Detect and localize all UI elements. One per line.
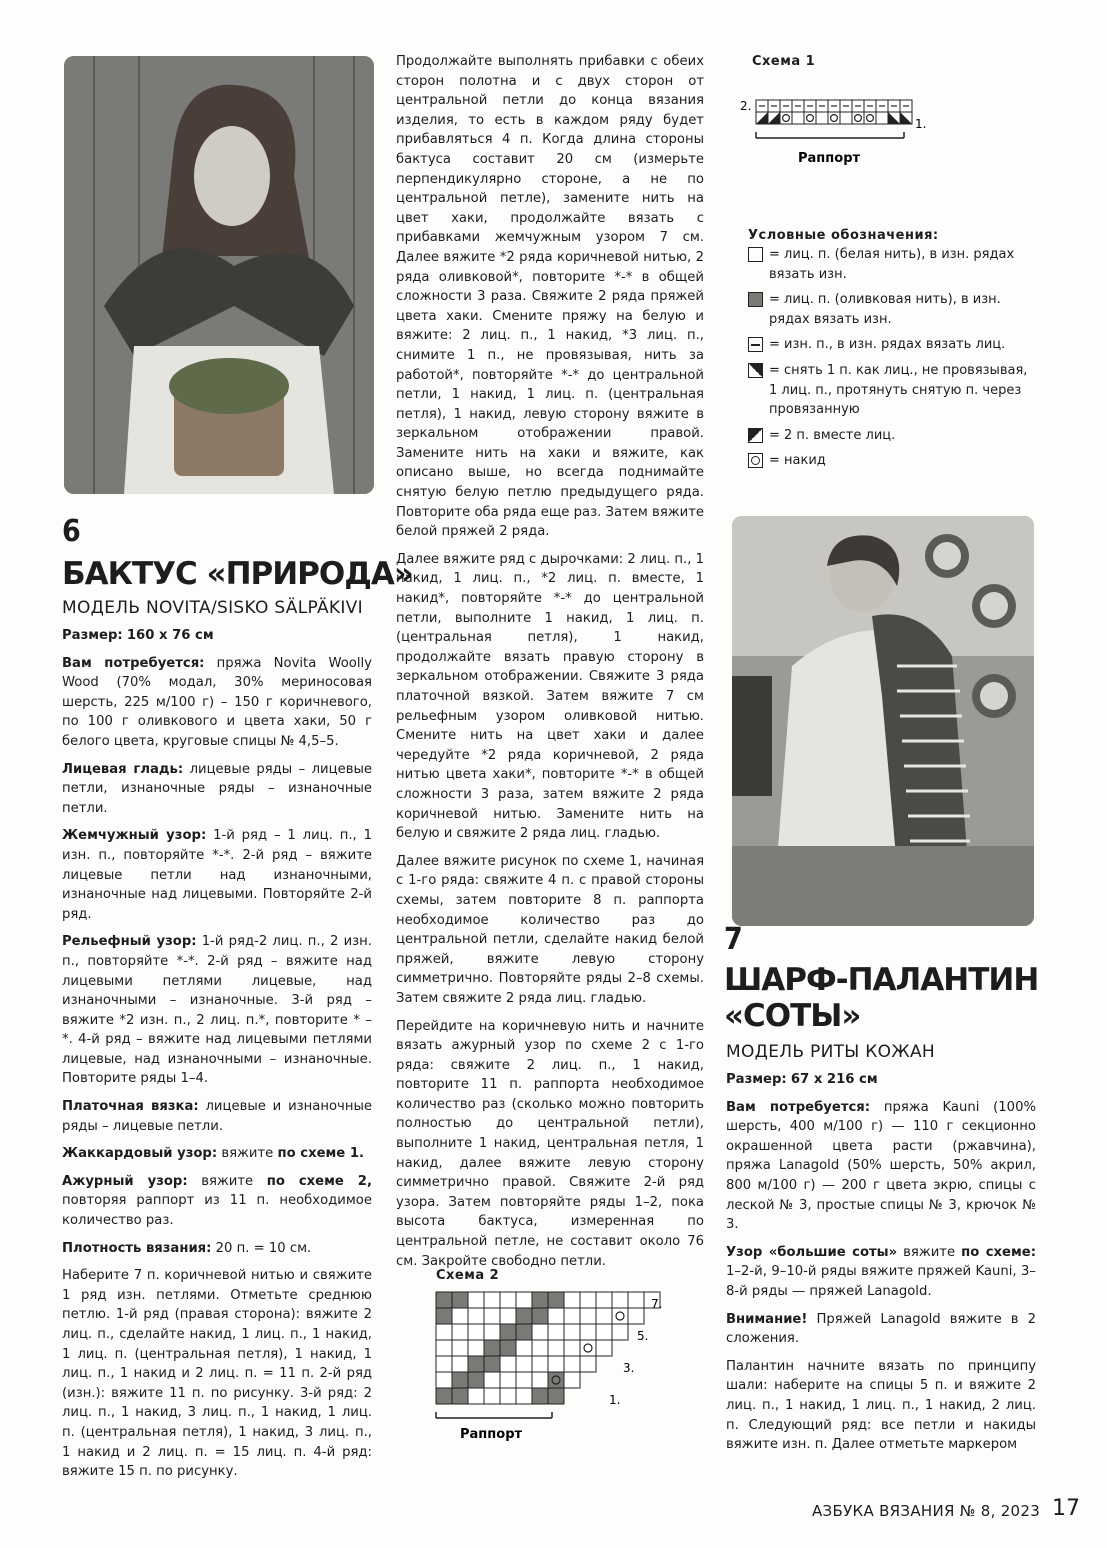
scheme2-title: Схема 2 [436, 1268, 500, 1283]
paragraph-garter [62, 1097, 372, 1136]
legend-text: = накид [769, 453, 826, 469]
scheme1-repeat-label: Раппорт [798, 151, 861, 166]
scheme2-cell [468, 1356, 484, 1372]
paragraph-text: вяжите [897, 1244, 962, 1260]
scheme2-cell [532, 1340, 548, 1356]
scheme2-cell [500, 1388, 516, 1404]
scheme2-cell [452, 1324, 468, 1340]
article-title: ШАРФ-ПАЛАНТИН [724, 962, 1039, 998]
scheme2-cell [436, 1388, 452, 1404]
legend-item [748, 245, 1038, 284]
paragraph-label: Жемчужный узор: [62, 828, 207, 844]
scheme2-cell [580, 1324, 596, 1340]
scheme2-cell [484, 1308, 500, 1324]
legend-item [748, 290, 1038, 329]
scheme2-cell [500, 1340, 516, 1356]
scheme2-cell [500, 1356, 516, 1372]
article-title: БАКТУС «ПРИРОДА» [62, 556, 413, 592]
size-label: Размер: [726, 1072, 787, 1087]
paragraph-cast-on: Наберите 7 п. коричневой нитью и свяжите 1 ряд изн. петлями. Отметьте среднюю петлю. 1-й ряд (правая сторона): вяжите 2 лиц. п., сделайте накид, 1 лиц. п., 1 накид, 1 лиц. п. (центральная петля), 1 накид, 1 лиц. п., 1 накид и 2 лиц. п. = 11 п. 2-й ряд (изн.): вяжите 11 п. по рисунку. 3-й ряд: 2 лиц. п., 1 накид, 3 лиц. п., 1 накид, 1 лиц. п. (центральная петля), 1 накид, 3 лиц. п., 1 накид и 2 лиц. п. = 15 лиц. п. 4-й ряд: вяжите 15 п. по рисунку. [62, 1268, 372, 1480]
scheme2-cell [516, 1372, 532, 1388]
article-model: МОДЕЛЬ РИТЫ КОЖАН [726, 1042, 935, 1062]
scheme2-cell [436, 1292, 452, 1308]
scheme1-cell [780, 112, 792, 124]
paragraph-face [62, 760, 372, 819]
yarn-over-circle-icon [748, 453, 763, 468]
scheme2-cell [468, 1292, 484, 1308]
scheme1-cell [804, 112, 816, 124]
scheme2-cell [452, 1308, 468, 1324]
legend-item [748, 426, 1038, 446]
article7-body [726, 1070, 1036, 1463]
paragraph-bold: по схеме: [961, 1244, 1037, 1260]
scheme2-cell [564, 1308, 580, 1324]
scheme1-chart [740, 92, 930, 172]
scheme2-cell [484, 1324, 500, 1340]
scheme2-cell [532, 1308, 548, 1324]
paragraph-pearl [62, 826, 372, 924]
paragraph-increases: Продолжайте выполнять прибавки с обеих сторон полотна и с двух сторон от центральной петли до конца вязания изделия, то есть в каждом ряду будет прибавляться 4 п. Когда длина стороны бактуса составит 20 см (измерьте перпендикулярно стороне, а не по центральной петле), замените нить на цвет хаки, продолжайте вязать с прибавками жемчужным узором 7 см. Далее вяжите *2 ряда коричневой нитью, 2 ряда оливковой*, повторите *-* в общей сложности 3 раза. Свяжите 2 ряда пряжей цвета хаки. Смените пряжу на белую и вяжите: 2 лиц. п., 1 накид, *3 лиц. п., снимите 1 п., не провязывая, нить за работой*, повторяйте *-* до центральной петли, 1 накид, 1 лиц. п. (центральная петля), 1 накид, левую сторону вяжите в зеркальном отображении правой. Замените нить на хаки и вяжите, как описано выше, но всегда поднимайте снятую белую петлю предыдущего ряда. Повторите оба ряда еще раз. Затем вяжите белой пряжей 2 ряда. [396, 54, 704, 540]
paragraph-label: Ажурный узор: [62, 1173, 188, 1189]
paragraph-scheme1: Далее вяжите рисунок по схеме 1, начиная с 1-го ряда: свяжите 4 п. с правой стороны схемы, затем повторите 8 п. раппорта необходимое количество раз до центральной петли, сделайте накид белой пряжей, вяжите левую сторону симметрично. Повторяйте ряды 2–8 схемы. Затем свяжите 2 ряда лиц. гладью. [396, 853, 704, 1006]
legend-item [748, 361, 1038, 420]
scheme2-chart [432, 1288, 662, 1448]
paragraph-label: Лицевая гладь: [62, 761, 184, 777]
legend-text: = лиц. п. (оливковая нить), в изн. рядах вязать изн. [769, 292, 1001, 327]
legend-text: = лиц. п. (белая нить), в изн. рядах вязать изн. [769, 247, 1015, 282]
paragraph-bold: по схеме 2, [266, 1173, 372, 1189]
paragraph-materials [726, 1098, 1036, 1235]
scheme2-cell [532, 1356, 548, 1372]
scheme1-cell [792, 112, 804, 124]
article6-body [62, 626, 372, 1490]
scheme2-row-label: 7. [651, 1297, 662, 1311]
scheme1-cell [852, 112, 864, 124]
scheme1-title: Схема 1 [752, 54, 816, 69]
page-number: 17 [1052, 1496, 1080, 1521]
scheme2-cell [500, 1372, 516, 1388]
scheme2-cell [580, 1340, 596, 1356]
scheme2-cell [548, 1388, 564, 1404]
paragraph-label: Платочная вязка: [62, 1099, 199, 1115]
paragraph-attention [726, 1310, 1036, 1349]
k2tog-triangle-icon [748, 428, 763, 443]
paragraph-text: лицевые ряды – лицевые петли, изнаночные ряды – изнаночные петли. [62, 761, 372, 816]
legend-title: Условные обозначения: [748, 228, 939, 243]
paragraph-label: Вам потребуется: [726, 1099, 871, 1115]
scheme2-row-label: 5. [637, 1329, 649, 1343]
scheme2-cell [532, 1388, 548, 1404]
scheme2-cell [596, 1340, 612, 1356]
scheme2-cell [500, 1324, 516, 1340]
paragraph-gauge [62, 1239, 372, 1259]
scheme2-cell [436, 1340, 452, 1356]
scheme1-cell [816, 112, 828, 124]
paragraph-label: Плотность вязания: [62, 1240, 212, 1256]
paragraph-text: повторяя раппорт из 11 п. необходимое количество раз. [62, 1193, 372, 1229]
size-value: 67 х 216 см [790, 1072, 878, 1087]
paragraph-text: пряжа Novita Woolly Wood (70% модал, 30% мериносовая шерсть, 225 м/100 г) – 150 г коричневого, по 100 г оливкового и цвета хаки, 50 г белого цвета, круговые спицы № 4,5–5. [62, 655, 372, 749]
paragraph-relief [62, 932, 372, 1089]
scheme2-cell [532, 1292, 548, 1308]
scheme2-cell [484, 1388, 500, 1404]
scheme2-cell [596, 1324, 612, 1340]
scheme2-cell [628, 1308, 644, 1324]
scheme2-cell [532, 1324, 548, 1340]
paragraph-label: Внимание! [726, 1311, 808, 1327]
paragraph-text: 1–2-й, 9–10-й ряды вяжите пряжей Kauni, 3–8-й ряды — пряжей Lanagold. [726, 1264, 1036, 1299]
scheme2-cell [564, 1324, 580, 1340]
article-title-line2: «СОТЫ» [724, 998, 861, 1034]
scheme2-cell [548, 1292, 564, 1308]
scheme2-cell [564, 1372, 580, 1388]
paragraph-text: 1-й ряд-2 лиц. п., 2 изн. п., повторяйте *-*. 2-й ряд – вяжите над лицевыми петлями лицевые, над изнаночными – изнаночные. 3-й ряд – вяжите *2 изн. п., 2 лиц. п.*, повторите * – *. 4-й ряд – вяжите над лицевыми петлями лицевые, над изнаночными – изнаночные. Повторите ряды 1–4. [62, 934, 372, 1087]
scheme2-cell [436, 1356, 452, 1372]
legend-text: = снять 1 п. как лиц., не провязывая, 1 лиц. п., протянуть снятую п. через провязанную [769, 362, 1028, 418]
scheme2-row-label: 3. [623, 1361, 635, 1375]
photo-model-bactus [64, 56, 374, 494]
scheme2-cell [516, 1308, 532, 1324]
scheme2-cell [596, 1292, 612, 1308]
scheme2-cell [468, 1308, 484, 1324]
scheme2-cell [452, 1340, 468, 1356]
paragraph-eyelets: Далее вяжите ряд с дырочками: 2 лиц. п., 1 накид, 1 лиц. п., *2 лиц. п. вместе, 1 накид*, повторяйте *-* до центральной петли, выполните 1 накид, 1 лиц. п. (центральная петля), 1 накид, продолжайте вязать правую сторону в зеркальном отображении. Свяжите 3 ряда платочной вязкой. Затем вяжите 7 см рельефным узором оливковой нитью. Смените нить на цвет хаки и далее чередуйте *2 ряда коричневой, 2 ряда нитью цвета хаки*, повторите *-* в общей сложности 3 раза, затем вяжите 2 ряда коричневой нитью. Замените нить на белую и свяжите 2 ряда лиц. гладью. [396, 551, 704, 842]
paragraph-label: Вам потребуется: [62, 655, 205, 671]
paragraph-text: пряжа Kauni (100% шерсть, 400 м/100 г) — 110 г секционно окрашенной цвета расти (ржавчина), пряжа Lanagold (50% шерсть, 50% акрил, 800 м/100 г) — 200 г цвета экрю, спицы с леской № 3, простые спицы № 3, крючок № 3. [726, 1099, 1036, 1233]
legend-text: = изн. п., в изн. рядах вязать лиц. [769, 337, 1006, 353]
scheme2-cell [436, 1372, 452, 1388]
olive-square-icon [748, 292, 763, 307]
scheme1-cell [840, 112, 852, 124]
scheme2-cell [516, 1324, 532, 1340]
paragraph-materials [62, 654, 372, 752]
legend-text: = 2 п. вместе лиц. [769, 427, 896, 443]
paragraph-label: Жаккардовый узор: [62, 1146, 218, 1162]
scheme2-cell [452, 1388, 468, 1404]
scheme2-cell [516, 1388, 532, 1404]
paragraph-lace [62, 1172, 372, 1231]
article-number: 7 [724, 922, 743, 957]
middle-column-body [396, 52, 704, 1279]
scheme2-cell [612, 1308, 628, 1324]
scheme2-cell [548, 1324, 564, 1340]
scheme2-cell [484, 1356, 500, 1372]
paragraph-text: 1-й ряд – 1 лиц. п., 1 изн. п., повторяйте *-*. 2-й ряд – вяжите лицевые петли над изнаночными, изнаночные над лицевыми. Повторяйте 2-й ряд. [62, 828, 372, 922]
scheme2-cell [484, 1372, 500, 1388]
scheme2-cell [468, 1372, 484, 1388]
scheme1-row-label: 1. [915, 117, 927, 131]
paragraph-label: Рельефный узор: [62, 934, 197, 950]
paragraph-text: Пряжей Lanagold вяжите в 2 сложения. [726, 1311, 1036, 1347]
scheme1-cell [864, 112, 876, 124]
scheme2-cell [516, 1340, 532, 1356]
paragraph-start: Палантин начните вязать по принципу шали: наберите на спицы 5 п. и вяжите 2 лиц. п., 1 накид, 1 лиц. п., 1 накид, 2 лиц. п. Следующий ряд: все петли и накиды вяжите изн. п. Далее отметьте маркером [726, 1358, 1036, 1453]
scheme1-cell [876, 112, 888, 124]
legend-item [748, 451, 1038, 471]
scheme2-cell [612, 1292, 628, 1308]
scheme2-cell [500, 1292, 516, 1308]
scheme2-cell [548, 1356, 564, 1372]
white-square-icon [748, 247, 763, 262]
scheme2-cell [564, 1340, 580, 1356]
paragraph-jacquard [62, 1144, 372, 1164]
scheme2-row-label: 1. [609, 1393, 621, 1407]
scheme2-cell [596, 1308, 612, 1324]
legend-item [748, 335, 1038, 355]
scheme2-cell [516, 1356, 532, 1372]
paragraph-text: вяжите [217, 1146, 278, 1162]
scheme2-cell [452, 1372, 468, 1388]
scheme2-cell [548, 1340, 564, 1356]
scheme2-cell [436, 1324, 452, 1340]
scheme2-cell [468, 1324, 484, 1340]
paragraph-text: 20 п. = 10 см. [211, 1240, 312, 1256]
paragraph-pattern [726, 1243, 1036, 1302]
purl-dash-icon [748, 337, 763, 352]
scheme2-cell [484, 1340, 500, 1356]
size-line [726, 1070, 1036, 1090]
magazine-footer: АЗБУКА ВЯЗАНИЯ № 8, 2023 [812, 1502, 1041, 1520]
scheme2-repeat-label: Раппорт [460, 1427, 523, 1442]
scheme2-cell [628, 1292, 644, 1308]
scheme2-cell [580, 1308, 596, 1324]
scheme2-cell [580, 1292, 596, 1308]
paragraph-text: вяжите [187, 1173, 267, 1189]
paragraph-bold: по схеме 1. [277, 1146, 365, 1162]
scheme1-row-label: 2. [740, 99, 752, 113]
ssk-triangle-icon [748, 363, 763, 378]
scheme2-cell [612, 1324, 628, 1340]
scheme2-cell [452, 1356, 468, 1372]
scheme2-cell [468, 1340, 484, 1356]
scheme2-cell [532, 1372, 548, 1388]
scheme2-cell [564, 1356, 580, 1372]
scheme2-cell [452, 1292, 468, 1308]
scheme2-cell [516, 1292, 532, 1308]
article-number: 6 [62, 514, 81, 549]
scheme2-cell [548, 1308, 564, 1324]
article-model: МОДЕЛЬ NOVITA/SISKO SÄLPÄKIVI [62, 598, 363, 618]
legend [748, 228, 1038, 477]
scheme2-cell [580, 1356, 596, 1372]
photo-model-scarf [732, 516, 1034, 926]
size-label: Размер: [62, 628, 123, 643]
scheme1-cell [828, 112, 840, 124]
scheme2-cell [500, 1308, 516, 1324]
scheme2-cell [564, 1292, 580, 1308]
size-value: 160 х 76 см [126, 628, 214, 643]
size-line [62, 626, 372, 646]
paragraph-lace-pattern: Перейдите на коричневую нить и начните вязать ажурный узор по схеме 2 с 1-го ряда: свяжите 2 лиц. п., 1 накид, повторите 11 п. раппорта необходимое количество раз (сколько можно повторить полностью до центральной петли), выполните 1 накид, центральная петля, 1 накид, далее вяжите левую сторону симметрично правой. Свяжите 2-й ряд узора. Затем повторяйте ряды 1–2, пока высота бактуса, измеренная по центральной петле, не составит около 76 см. Закройте свободно петли. [396, 1018, 704, 1269]
scheme2-cell [548, 1372, 564, 1388]
paragraph-text: лицевые и изнаночные ряды – лицевые петли. [62, 1099, 372, 1134]
scheme2-cell [484, 1292, 500, 1308]
scheme2-cell [468, 1388, 484, 1404]
scheme2-cell [436, 1308, 452, 1324]
paragraph-label: Узор «большие соты» [726, 1244, 898, 1260]
